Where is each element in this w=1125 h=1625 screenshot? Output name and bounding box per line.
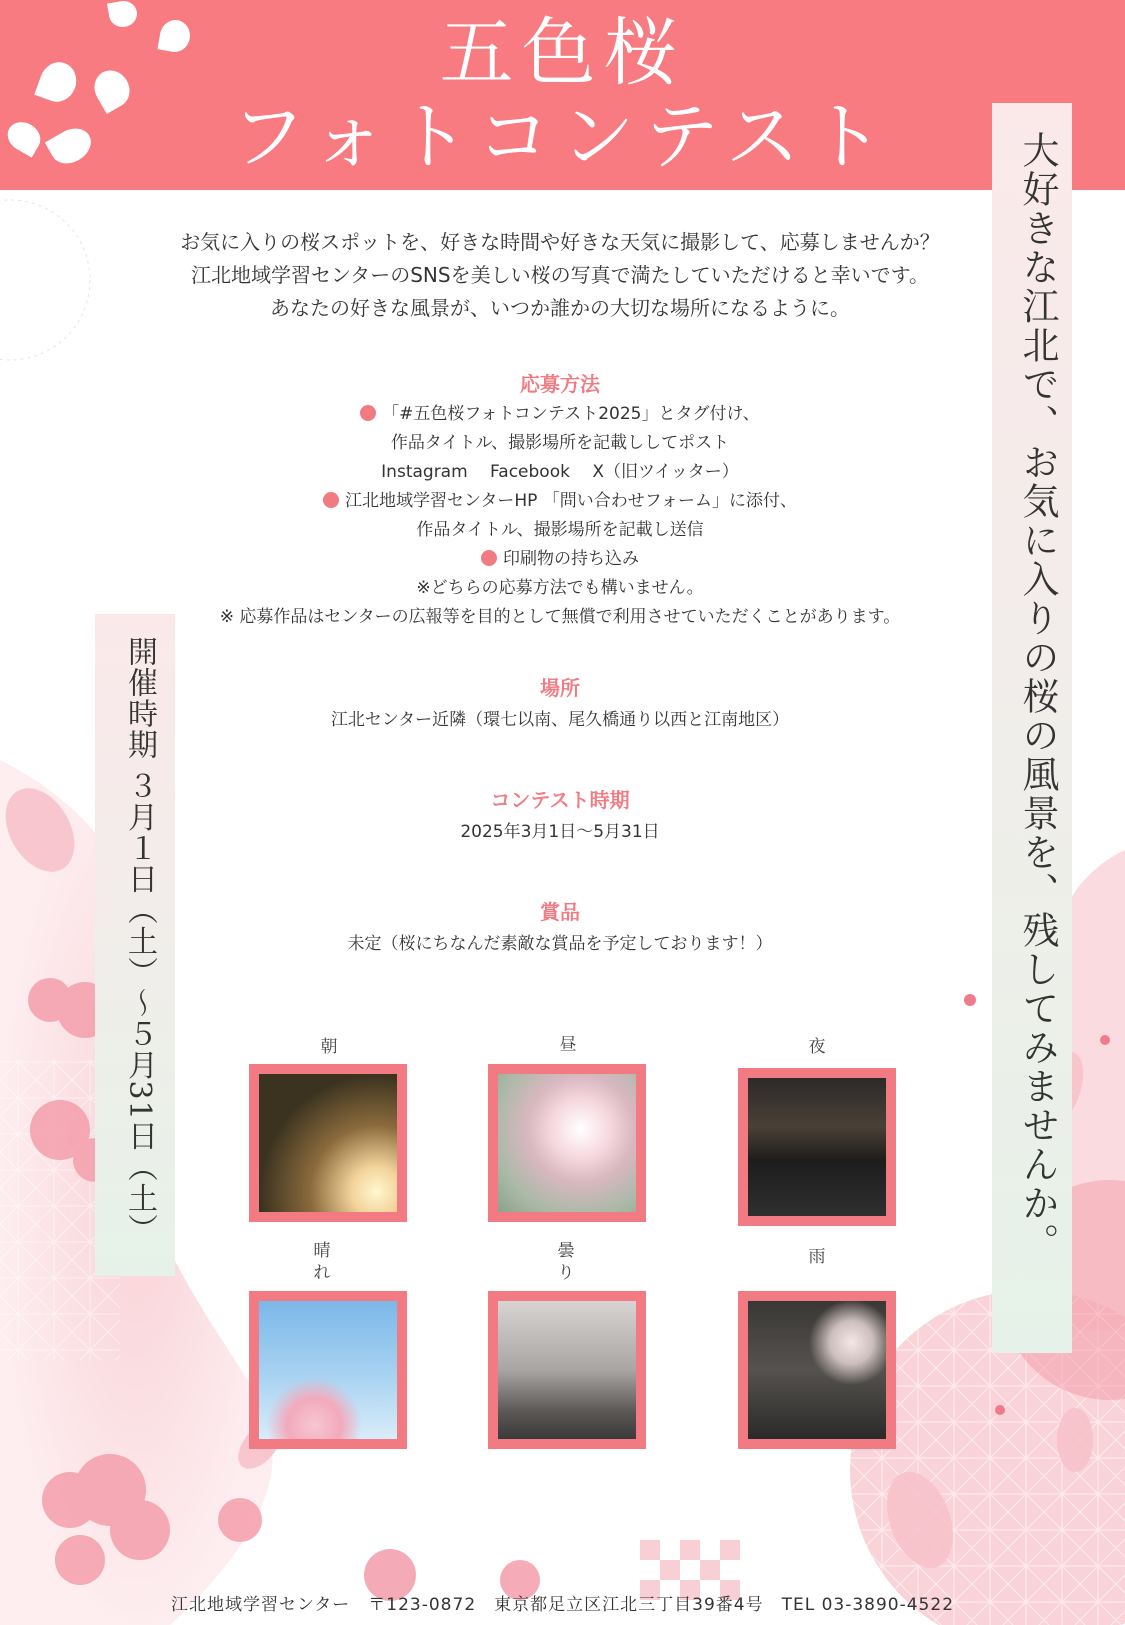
photo-rain <box>738 1291 896 1449</box>
prize-heading: 賞品 <box>540 900 580 924</box>
bullet-icon <box>481 550 497 566</box>
location-heading: 場所 <box>540 676 580 700</box>
intro-text <box>120 226 1000 325</box>
photo-morning <box>249 1064 407 1222</box>
application-heading: 応募方法 <box>520 372 600 396</box>
header-banner <box>0 0 1125 190</box>
application-line: 江北地域学習センターHP 「問い合わせフォーム」に添付、 <box>345 491 797 511</box>
application-line: 印刷物の持ち込み <box>503 549 639 569</box>
application-line: Instagram Facebook X（旧ツイッター） <box>381 462 739 482</box>
period-vertical-dates: ３月１日（土）～５月31日（土） <box>122 770 157 1245</box>
photo-label-noon: 昼 <box>559 1035 577 1055</box>
intro-line: あなたの好きな風景が、いつか誰かの大切な場所になるように。 <box>270 296 850 320</box>
application-line: 作品タイトル、撮影場所を記載し送信 <box>416 520 704 540</box>
bullet-icon <box>323 492 339 508</box>
tagline-vertical: 大好きな江北で、お気に入りの桜の風景を、残してみませんか。 <box>992 103 1072 1353</box>
title-line2: フォトコンテスト <box>231 94 894 180</box>
photo-night <box>738 1068 896 1226</box>
period-vertical-label: 開催時期 <box>122 636 157 760</box>
photo-label-rain: 雨 <box>808 1247 826 1267</box>
bullet-icon <box>360 405 376 421</box>
period-heading: コンテスト時期 <box>490 788 630 812</box>
photo-noon <box>488 1064 646 1222</box>
period-text: 2025年3月1日～5月31日 <box>460 822 660 842</box>
photo-label-morning: 朝 <box>320 1037 338 1057</box>
application-line: 「#五色桜フォトコンテスト2025」とタグ付け、 <box>382 404 760 424</box>
photo-sunny <box>249 1291 407 1449</box>
footer-contact: 江北地域学習センター 〒123-0872 東京都足立区江北三丁目39番4号 TEL 03-3890-4522 <box>170 1595 955 1615</box>
photo-cloudy <box>488 1291 646 1449</box>
photo-label-sunny: 晴れ <box>313 1241 331 1283</box>
photo-label-night: 夜 <box>808 1037 826 1057</box>
application-line: 作品タイトル、撮影場所を記載ししてポスト <box>390 433 730 453</box>
location-text: 江北センター近隣（環七以南、尾久橋通り以西と江南地区） <box>330 710 790 730</box>
intro-line: 江北地域学習センターのSNSを美しい桜の写真で満たしていただけると幸いです。 <box>191 263 929 287</box>
title-line1: 五色桜 <box>439 10 686 96</box>
application-text <box>120 400 1000 632</box>
intro-line: お気に入りの桜スポットを、好きな時間や好きな天気に撮影して、応募しませんか？ <box>180 230 940 254</box>
application-line: ※どちらの応募方法でも構いません。 <box>416 578 704 598</box>
application-note: ※ 応募作品はセンターの広報等を目的として無償で利用させていただくことがあります。 <box>219 607 901 627</box>
prize-text: 未定（桜にちなんだ素敵な賞品を予定しております！） <box>347 934 773 954</box>
photo-label-cloudy: 曇り <box>557 1241 575 1283</box>
